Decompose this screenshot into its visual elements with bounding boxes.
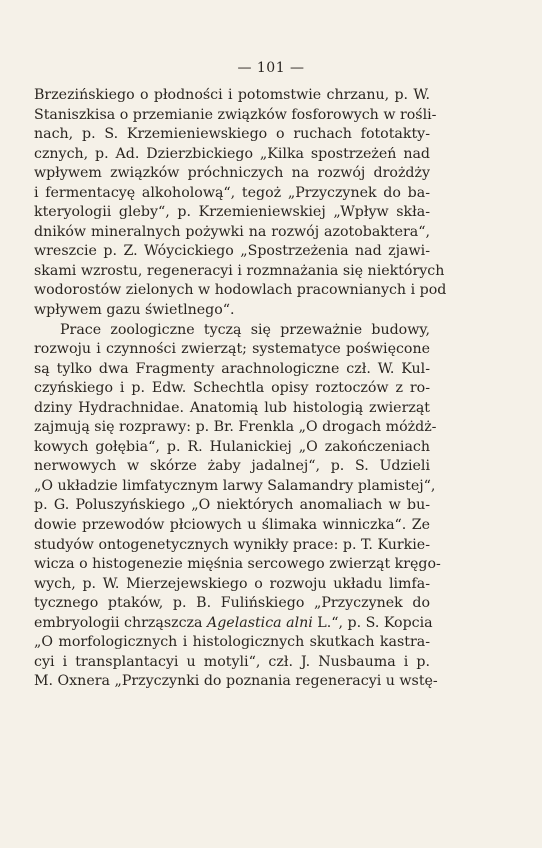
text-line: nach, p. S. Krzemieniewskiego o ruchach fototakty- xyxy=(34,126,430,143)
text-line: czyńskiego i p. Edw. Schechtla opisy roztoczów z ro- xyxy=(34,380,430,397)
text-line: Brzezińskiego o płodności i potomstwie chrzanu, p. W. xyxy=(34,87,430,103)
body-text xyxy=(34,86,447,692)
text-line: tycznego ptaków, p. B. Fulińskiego „Przyczynek do xyxy=(34,595,430,612)
text-segment: L.“, p. S. Kopcia xyxy=(312,614,433,631)
text-line: dników mineralnych pożywki na rozwój azotobaktera“, xyxy=(34,223,430,240)
text-line: są tylko dwa Fragmenty arachnologiczne czł. W. Kul- xyxy=(34,360,430,377)
species-name: Agelastica alni xyxy=(206,614,313,631)
text-line: wreszcie p. Z. Wóycickiego „Spostrzeżenia nad zjawi- xyxy=(34,243,430,260)
text-line: wodorostów zielonych w hodowlach pracownianych i pod xyxy=(34,282,447,299)
text-line: dowie przewodów płciowych u ślimaka winniczka“. Ze xyxy=(34,517,430,534)
text-line: dziny Hydrachnidae. Anatomią lub histologią zwierząt xyxy=(34,399,430,416)
text-line: wpływem związków próchniczych na rozwój drożdży xyxy=(34,165,430,182)
text-segment: embryologii chrząszcza xyxy=(34,614,207,631)
text-line: skami wzrostu, regeneracyi i rozmnażania się niektórych xyxy=(34,262,445,279)
text-line: rozwoju i czynności zwierząt; systematyce poświęcone xyxy=(34,341,430,358)
text-line xyxy=(34,614,433,634)
page-number: — 101 — xyxy=(237,60,305,76)
text-line: „O morfologicznych i histologicznych skutkach kastra- xyxy=(34,634,430,651)
text-line: „O układzie limfatycznym larwy Salamandry plamistej“, xyxy=(34,477,436,494)
text-line: kteryologii gleby“, p. Krzemieniewskiej „Wpływ skła- xyxy=(34,204,430,221)
text-line: zajmują się rozprawy: p. Br. Frenkla „O drogach móżdż- xyxy=(34,419,437,436)
text-line: wych, p. W. Mierzejewskiego o rozwoju układu limfa- xyxy=(34,575,430,592)
text-line: wpływem gazu świetlnego“. xyxy=(34,302,235,319)
text-line: kowych gołębia“, p. R. Hulanickiej „O zakończeniach xyxy=(34,438,430,455)
text-line: Prace zoologiczne tyczą się przeważnie budowy, xyxy=(60,321,430,338)
text-line: nerwowych w skórze żaby jadalnej“, p. S. Udzieli xyxy=(34,458,430,475)
text-line: M. Oxnera „Przyczynki do poznania regeneracyi u wstę- xyxy=(34,673,438,690)
text-line: cyi i transplantacyi u motyli“, czł. J. Nusbauma i p. xyxy=(34,653,430,670)
text-line: studyów ontogenetycznych wynikły prace: p. T. Kurkie- xyxy=(34,536,430,553)
text-line: cznych, p. Ad. Dzierzbickiego „Kilka spostrzeżeń nad xyxy=(34,145,430,162)
text-line: wicza o histogenezie mięśnia sercowego zwierząt kręgo- xyxy=(34,556,441,573)
text-line: i fermentacyę alkoholową“, tegoż „Przyczynek do ba- xyxy=(34,184,430,201)
text-line: p. G. Poluszyńskiego „O niektórych anomaliach w bu- xyxy=(34,497,430,514)
text-line: Staniszkisa o przemianie związków fosforowych w rośli- xyxy=(34,106,437,123)
